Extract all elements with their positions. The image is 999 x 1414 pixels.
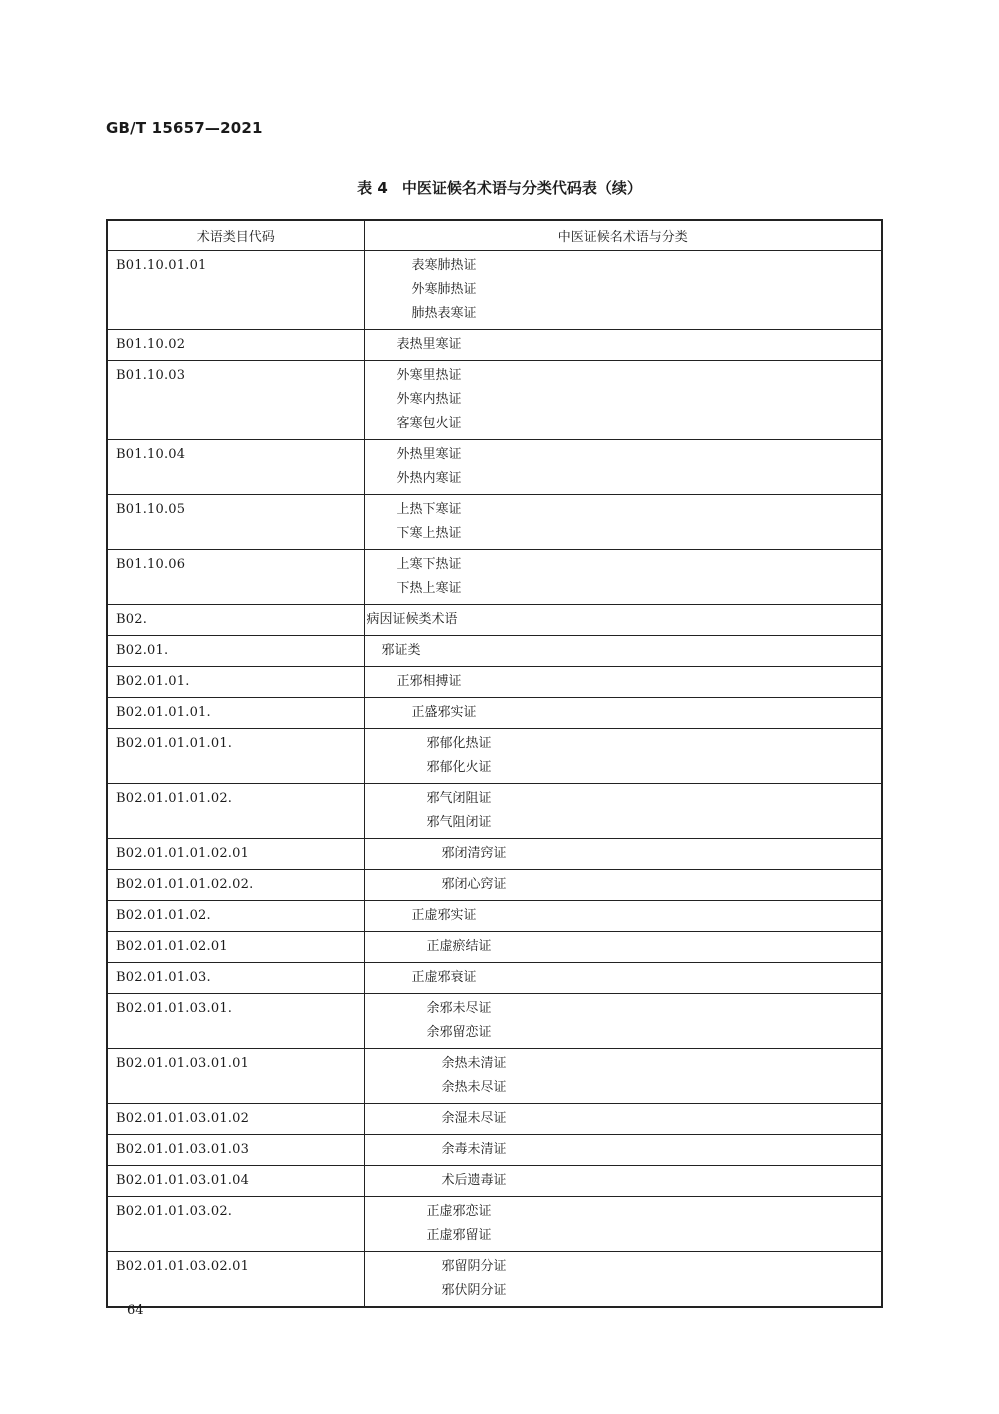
table-row [107, 1252, 882, 1308]
table-row [107, 784, 882, 839]
syndrome-term: 下热上寒证 [396, 581, 462, 596]
category-code: B01.10.06 [107, 550, 364, 605]
syndrome-term: 外寒里热证 [396, 368, 462, 383]
category-code: B02.01.01.01.02. [107, 784, 364, 839]
term-cell [364, 1252, 882, 1308]
category-code: B02.01.01. [107, 667, 364, 698]
term-cell [364, 1197, 882, 1252]
syndrome-term: 余邪留恋证 [426, 1025, 492, 1040]
syndrome-term: 余邪未尽证 [426, 1001, 492, 1016]
table-header-row [107, 220, 882, 251]
column-header-term: 中医证候名术语与分类 [364, 220, 882, 251]
table-row [107, 963, 882, 994]
syndrome-term: 外热里寒证 [396, 447, 462, 462]
syndrome-term: 余热未清证 [441, 1056, 507, 1071]
syndrome-term: 表寒肺热证 [411, 258, 477, 273]
syndrome-term: 邪证类 [381, 643, 421, 658]
column-header-code: 术语类目代码 [107, 220, 364, 251]
term-cell [364, 667, 882, 698]
category-code: B02.01.01.03. [107, 963, 364, 994]
table-number: 表 4 [357, 179, 388, 197]
table-row [107, 330, 882, 361]
table-body [107, 251, 882, 1308]
syndrome-term: 外热内寒证 [396, 471, 462, 486]
term-cell [364, 495, 882, 550]
term-cell [364, 932, 882, 963]
table-title [0, 177, 999, 198]
category-code: B02. [107, 605, 364, 636]
term-cell [364, 1166, 882, 1197]
category-code: B02.01.01.03.01.04 [107, 1166, 364, 1197]
term-cell [364, 839, 882, 870]
table-row [107, 1166, 882, 1197]
term-cell [364, 698, 882, 729]
syndrome-term: 余热未尽证 [441, 1080, 507, 1095]
syndrome-term: 邪气闭阻证 [426, 791, 492, 806]
syndrome-term: 正邪相搏证 [396, 674, 462, 689]
table-row [107, 698, 882, 729]
syndrome-term: 表热里寒证 [396, 337, 462, 352]
syndrome-term: 正虚瘀结证 [426, 939, 492, 954]
syndrome-term: 肺热表寒证 [411, 306, 477, 321]
term-cell [364, 870, 882, 901]
category-code: B02.01.01.01.01. [107, 729, 364, 784]
category-code: B01.10.04 [107, 440, 364, 495]
table-row [107, 870, 882, 901]
term-cell [364, 729, 882, 784]
table-row [107, 932, 882, 963]
category-code: B01.10.02 [107, 330, 364, 361]
category-code: B01.10.03 [107, 361, 364, 440]
code-table [106, 219, 883, 1308]
syndrome-term: 邪伏阴分证 [441, 1283, 507, 1298]
table-row [107, 251, 882, 330]
syndrome-term: 余湿未尽证 [441, 1111, 507, 1126]
syndrome-term: 病因证候类术语 [366, 612, 458, 627]
term-cell [364, 784, 882, 839]
term-cell [364, 994, 882, 1049]
category-code: B02.01.01.03.01. [107, 994, 364, 1049]
syndrome-term: 正虚邪恋证 [426, 1204, 492, 1219]
term-cell [364, 963, 882, 994]
table-row [107, 729, 882, 784]
syndrome-term: 正虚邪留证 [426, 1228, 492, 1243]
table-row [107, 495, 882, 550]
table-row [107, 605, 882, 636]
table-row [107, 839, 882, 870]
table-row [107, 361, 882, 440]
syndrome-term: 余毒未清证 [441, 1142, 507, 1157]
syndrome-term: 外寒内热证 [396, 392, 462, 407]
table-row [107, 550, 882, 605]
category-code: B02.01.01.02. [107, 901, 364, 932]
category-code: B02.01.01.02.01 [107, 932, 364, 963]
category-code: B02.01.01.03.02. [107, 1197, 364, 1252]
table-row [107, 1104, 882, 1135]
category-code: B02.01.01.01.02.02. [107, 870, 364, 901]
term-cell [364, 330, 882, 361]
page-number: 64 [127, 1303, 144, 1318]
syndrome-term: 客寒包火证 [396, 416, 462, 431]
term-cell [364, 440, 882, 495]
syndrome-term: 邪郁化火证 [426, 760, 492, 775]
table-row [107, 901, 882, 932]
standard-code: GB/T 15657—2021 [106, 119, 263, 137]
category-code: B02.01. [107, 636, 364, 667]
category-code: B02.01.01.03.01.02 [107, 1104, 364, 1135]
term-cell [364, 361, 882, 440]
syndrome-term: 上热下寒证 [396, 502, 462, 517]
category-code: B02.01.01.01. [107, 698, 364, 729]
table-row [107, 994, 882, 1049]
syndrome-term: 邪闭心窍证 [441, 877, 507, 892]
table-row [107, 667, 882, 698]
term-cell [364, 1135, 882, 1166]
term-cell [364, 1104, 882, 1135]
syndrome-term: 正盛邪实证 [411, 705, 477, 720]
syndrome-term: 正虚邪实证 [411, 908, 477, 923]
syndrome-term: 外寒肺热证 [411, 282, 477, 297]
syndrome-term: 邪郁化热证 [426, 736, 492, 751]
table-row [107, 636, 882, 667]
syndrome-term: 邪气阻闭证 [426, 815, 492, 830]
category-code: B02.01.01.01.02.01 [107, 839, 364, 870]
syndrome-term: 术后遗毒证 [441, 1173, 507, 1188]
syndrome-term: 邪留阴分证 [441, 1259, 507, 1274]
category-code: B02.01.01.03.01.03 [107, 1135, 364, 1166]
term-cell [364, 605, 882, 636]
category-code: B02.01.01.03.01.01 [107, 1049, 364, 1104]
term-cell [364, 901, 882, 932]
table-row [107, 1135, 882, 1166]
syndrome-term: 正虚邪衰证 [411, 970, 477, 985]
table-title-text: 中医证候名术语与分类代码表（续） [401, 179, 642, 197]
category-code: B02.01.01.03.02.01 [107, 1252, 364, 1308]
table-row [107, 440, 882, 495]
table-row [107, 1197, 882, 1252]
term-cell [364, 1049, 882, 1104]
term-cell [364, 550, 882, 605]
syndrome-term: 下寒上热证 [396, 526, 462, 541]
table-row [107, 1049, 882, 1104]
term-cell [364, 636, 882, 667]
syndrome-term: 上寒下热证 [396, 557, 462, 572]
syndrome-term: 邪闭清窍证 [441, 846, 507, 861]
term-cell [364, 251, 882, 330]
category-code: B01.10.05 [107, 495, 364, 550]
category-code: B01.10.01.01 [107, 251, 364, 330]
